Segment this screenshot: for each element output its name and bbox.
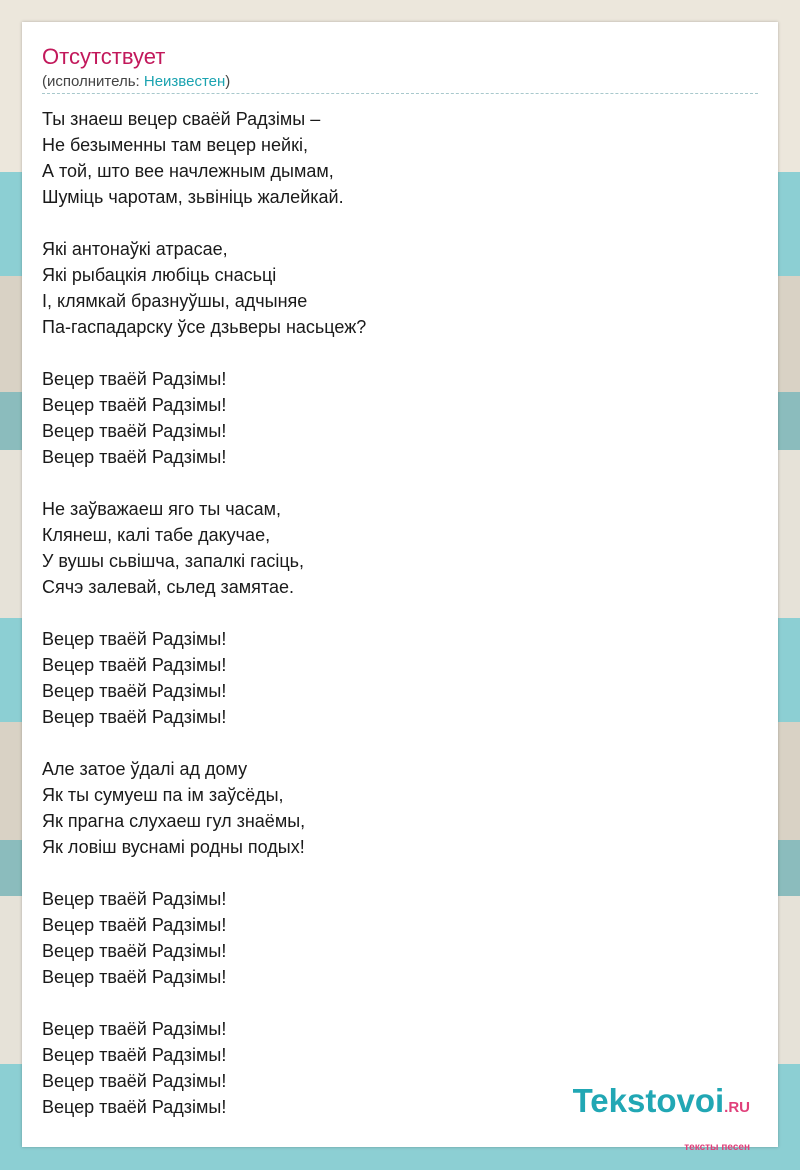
stanza	[42, 886, 742, 990]
lyric-line: Вецер тваёй Радзімы!	[42, 629, 227, 649]
stanza	[42, 106, 742, 210]
lyrics-body	[42, 106, 742, 1146]
lyric-line: Які рыбацкія любіць снасьці	[42, 265, 277, 285]
artist-prefix: (исполнитель:	[42, 73, 144, 90]
lyric-line: Як ты сумуеш па ім заўсёды,	[42, 785, 284, 805]
lyric-line: Вецер тваёй Радзімы!	[42, 1019, 227, 1039]
lyric-line: Але затое ўдалі ад дому	[42, 759, 248, 779]
lyric-line: Вецер тваёй Радзімы!	[42, 889, 227, 909]
stanza	[42, 626, 742, 730]
lyric-line: Які антонаўкі атрасае,	[42, 239, 228, 259]
lyric-line: Вецер тваёй Радзімы!	[42, 369, 227, 389]
logo-wordmark	[573, 1084, 750, 1125]
artist-line	[42, 73, 230, 91]
lyric-line: Вецер тваёй Радзімы!	[42, 707, 227, 727]
stanza	[42, 236, 742, 340]
lyric-line: Шуміць чаротам, зьвініць жалейкай.	[42, 187, 344, 207]
stanza	[42, 496, 742, 600]
logo-tld: .RU	[724, 1099, 750, 1116]
logo-name: Tekstovoi	[572, 1082, 725, 1119]
lyric-line: Вецер тваёй Радзімы!	[42, 967, 227, 987]
stanza	[42, 366, 742, 470]
lyric-line: Як ловіш вуснамі родны подых!	[42, 837, 305, 857]
site-logo[interactable]	[573, 1084, 750, 1125]
lyric-line: Вецер тваёй Радзімы!	[42, 681, 227, 701]
lyric-line: Не безыменны там вецер нейкі,	[42, 135, 308, 155]
lyric-line: Клянеш, калі табе дакучае,	[42, 525, 271, 545]
lyric-line: Вецер тваёй Радзімы!	[42, 1045, 227, 1065]
lyric-line: Вецер тваёй Радзімы!	[42, 395, 227, 415]
lyric-line: Па-гаспадарску ўсе дзьверы насьцеж?	[42, 317, 367, 337]
artist-suffix: )	[225, 73, 231, 90]
stanza	[42, 756, 742, 860]
lyrics-card	[22, 22, 778, 1153]
lyric-line: Вецер тваёй Радзімы!	[42, 915, 227, 935]
artist-link[interactable]: Неизвестен	[143, 73, 226, 90]
lyric-line: А той, што вее начлежным дымам,	[42, 161, 334, 181]
lyric-line: Вецер тваёй Радзімы!	[42, 655, 227, 675]
lyric-line: Вецер тваёй Радзімы!	[42, 1097, 227, 1117]
header-divider	[42, 93, 758, 94]
logo-tagline: тексты песен	[684, 1142, 750, 1153]
lyric-line: Сячэ залевай, сьлед замятае.	[42, 577, 294, 597]
lyric-line: У вушы сьвішча, запалкі гасіць,	[42, 551, 305, 571]
lyric-line: Як прагна слухаеш гул знаёмы,	[42, 811, 306, 831]
lyric-line: Не заўважаеш яго ты часам,	[42, 499, 282, 519]
lyric-line: Вецер тваёй Радзімы!	[42, 421, 227, 441]
lyric-line: І, клямкай бразнуўшы, адчыняе	[42, 291, 308, 311]
song-title: Отсутствует	[42, 44, 166, 69]
lyric-line: Вецер тваёй Радзімы!	[42, 1071, 227, 1091]
lyric-line: Вецер тваёй Радзімы!	[42, 447, 227, 467]
lyric-line: Ты знаеш вецер сваёй Радзімы –	[42, 109, 321, 129]
lyric-line: Вецер тваёй Радзімы!	[42, 941, 227, 961]
